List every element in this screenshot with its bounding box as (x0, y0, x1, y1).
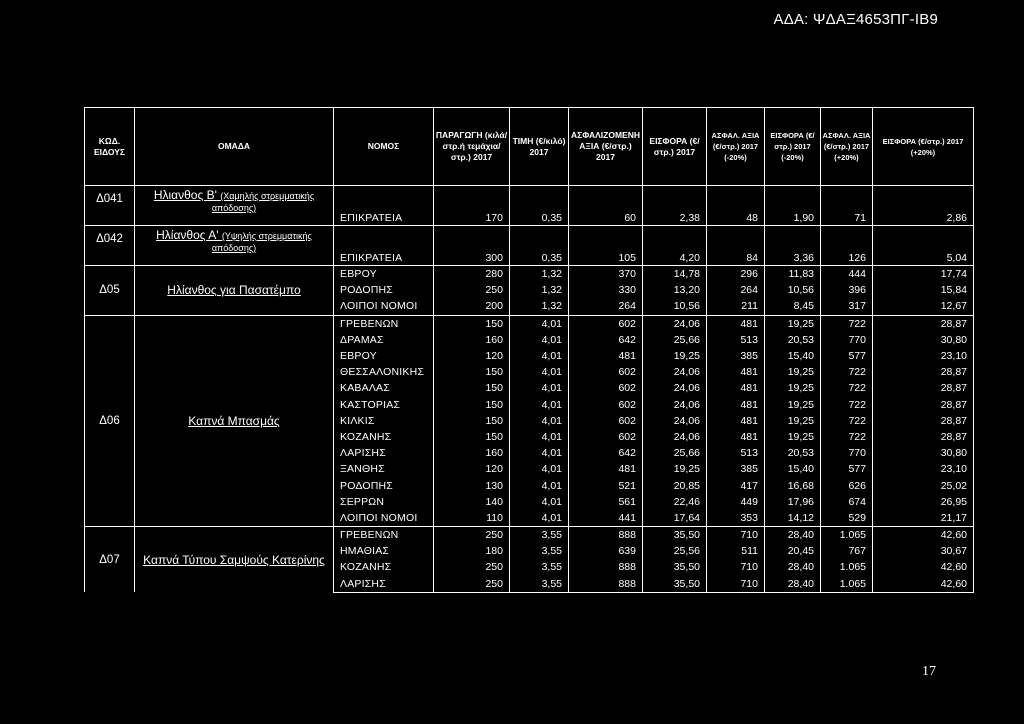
cell-production: 250 (434, 559, 510, 575)
cell-contribution: 25,66 (643, 332, 707, 348)
cell-insured-value-minus20: 264 (707, 282, 765, 298)
cell-contribution: 10,56 (643, 298, 707, 315)
cell-insured-value-plus20: 577 (821, 348, 873, 364)
cell-prefecture: ΕΒΡΟΥ (334, 266, 434, 283)
cell-production: 200 (434, 298, 510, 315)
cell-insured-value-minus20: 511 (707, 543, 765, 559)
cell-insured-value-minus20: 385 (707, 348, 765, 364)
cell-price: 4,01 (510, 397, 569, 413)
cell-price: 4,01 (510, 510, 569, 527)
cell-price: 4,01 (510, 364, 569, 380)
cell-contribution: 25,66 (643, 445, 707, 461)
cell-insured-value: 370 (569, 266, 643, 283)
cell-prefecture: ΓΡΕΒΕΝΩΝ (334, 315, 434, 332)
cell-production: 170 (434, 186, 510, 226)
cell-contribution: 24,06 (643, 380, 707, 396)
cell-price: 0,35 (510, 226, 569, 266)
cell-contribution-plus20: 5,04 (873, 226, 974, 266)
product-code: Δ06 (85, 315, 135, 526)
cell-insured-value: 602 (569, 364, 643, 380)
cell-insured-value-minus20: 481 (707, 364, 765, 380)
document-ada-code: ΑΔΑ: ΨΔΑΞ4653ΠΓ-ΙΒ9 (773, 11, 938, 28)
cell-production: 180 (434, 543, 510, 559)
cell-price: 3,55 (510, 527, 569, 544)
cell-contribution-minus20: 28,40 (765, 527, 821, 544)
col-header-insured-value-minus20: ΑΣΦΑΛ. ΑΞΙΑ (€/στρ.) 2017 (-20%) (707, 108, 765, 186)
cell-prefecture: ΕΒΡΟΥ (334, 348, 434, 364)
cell-contribution-minus20: 11,83 (765, 266, 821, 283)
product-group-subtitle: (Υψηλής στρεμματικής απόδοσης) (211, 231, 312, 253)
cell-prefecture: ΕΠΙΚΡΑΤΕΙΑ (334, 186, 434, 226)
cell-insured-value-plus20: 1.065 (821, 576, 873, 593)
cell-prefecture: ΚΟΖΑΝΗΣ (334, 429, 434, 445)
cell-production: 150 (434, 413, 510, 429)
cell-contribution-minus20: 19,25 (765, 364, 821, 380)
cell-contribution-minus20: 20,53 (765, 445, 821, 461)
cell-contribution-minus20: 8,45 (765, 298, 821, 315)
cell-contribution-plus20: 17,74 (873, 266, 974, 283)
cell-prefecture: ΛΑΡΙΣΗΣ (334, 445, 434, 461)
table-row (85, 315, 974, 332)
col-header-contribution-plus20: ΕΙΣΦΟΡΑ (€/στρ.) 2017 (+20%) (873, 108, 974, 186)
cell-contribution: 19,25 (643, 348, 707, 364)
cell-price: 4,01 (510, 445, 569, 461)
cell-insured-value: 60 (569, 186, 643, 226)
cell-prefecture: ΚΑΣΤΟΡΙΑΣ (334, 397, 434, 413)
cell-production: 250 (434, 282, 510, 298)
cell-production: 250 (434, 527, 510, 544)
cell-contribution-plus20: 21,17 (873, 510, 974, 527)
cell-contribution: 35,50 (643, 527, 707, 544)
cell-contribution: 35,50 (643, 559, 707, 575)
header-row (85, 108, 974, 186)
cell-insured-value: 330 (569, 282, 643, 298)
cell-contribution-minus20: 28,40 (765, 559, 821, 575)
cell-production: 150 (434, 380, 510, 396)
cell-contribution-minus20: 16,68 (765, 477, 821, 493)
cell-contribution-minus20: 28,40 (765, 576, 821, 593)
cell-insured-value-plus20: 396 (821, 282, 873, 298)
cell-prefecture: ΛΟΙΠΟΙ ΝΟΜΟΙ (334, 298, 434, 315)
cell-insured-value-plus20: 317 (821, 298, 873, 315)
product-code: Δ041 (85, 186, 135, 226)
product-code: Δ07 (85, 527, 135, 593)
cell-insured-value-minus20: 481 (707, 397, 765, 413)
cell-insured-value-minus20: 296 (707, 266, 765, 283)
cell-contribution-plus20: 25,02 (873, 477, 974, 493)
cell-contribution-plus20: 42,60 (873, 576, 974, 593)
cell-contribution-minus20: 19,25 (765, 380, 821, 396)
cell-contribution-minus20: 14,12 (765, 510, 821, 527)
cell-prefecture: ΛΟΙΠΟΙ ΝΟΜΟΙ (334, 510, 434, 527)
cell-insured-value: 642 (569, 332, 643, 348)
cell-insured-value: 521 (569, 477, 643, 493)
cell-contribution-plus20: 28,87 (873, 413, 974, 429)
table-row (85, 186, 974, 226)
cell-contribution-minus20: 20,45 (765, 543, 821, 559)
cell-insured-value: 481 (569, 348, 643, 364)
cell-prefecture: ΣΕΡΡΩΝ (334, 494, 434, 510)
cell-production: 150 (434, 315, 510, 332)
cell-contribution-plus20: 28,87 (873, 380, 974, 396)
cell-prefecture: ΡΟΔΟΠΗΣ (334, 282, 434, 298)
cell-insured-value-plus20: 1.065 (821, 527, 873, 544)
cell-insured-value-plus20: 529 (821, 510, 873, 527)
cell-contribution-plus20: 30,80 (873, 445, 974, 461)
cell-production: 250 (434, 576, 510, 593)
cell-contribution-plus20: 12,67 (873, 298, 974, 315)
product-group (135, 266, 334, 316)
cell-contribution: 17,64 (643, 510, 707, 527)
product-group (135, 527, 334, 593)
cell-contribution: 2,38 (643, 186, 707, 226)
col-header-price: ΤΙΜΗ (€/κιλό) 2017 (510, 108, 569, 186)
cell-contribution-plus20: 28,87 (873, 429, 974, 445)
insurance-value-table (84, 107, 974, 593)
cell-insured-value-plus20: 722 (821, 380, 873, 396)
cell-contribution: 24,06 (643, 364, 707, 380)
cell-price: 4,01 (510, 413, 569, 429)
cell-contribution-minus20: 20,53 (765, 332, 821, 348)
cell-prefecture: ΚΟΖΑΝΗΣ (334, 559, 434, 575)
cell-contribution: 35,50 (643, 576, 707, 593)
col-header-insured-value-plus20: ΑΣΦΑΛ. ΑΞΙΑ (€/στρ.) 2017 (+20%) (821, 108, 873, 186)
cell-insured-value-plus20: 770 (821, 332, 873, 348)
cell-insured-value-minus20: 513 (707, 332, 765, 348)
cell-insured-value-minus20: 513 (707, 445, 765, 461)
product-group (135, 226, 334, 266)
cell-price: 4,01 (510, 332, 569, 348)
cell-insured-value-plus20: 722 (821, 397, 873, 413)
cell-production: 120 (434, 348, 510, 364)
cell-insured-value-plus20: 767 (821, 543, 873, 559)
cell-insured-value-plus20: 71 (821, 186, 873, 226)
cell-contribution: 24,06 (643, 315, 707, 332)
cell-price: 3,55 (510, 576, 569, 593)
cell-price: 4,01 (510, 494, 569, 510)
cell-price: 1,32 (510, 282, 569, 298)
cell-contribution-plus20: 23,10 (873, 348, 974, 364)
product-code: Δ05 (85, 266, 135, 316)
product-group (135, 186, 334, 226)
product-group (135, 315, 334, 526)
cell-insured-value-minus20: 48 (707, 186, 765, 226)
cell-contribution: 4,20 (643, 226, 707, 266)
cell-contribution-minus20: 19,25 (765, 413, 821, 429)
cell-contribution-minus20: 3,36 (765, 226, 821, 266)
cell-price: 4,01 (510, 461, 569, 477)
col-header-code: ΚΩΔ. ΕΙΔΟΥΣ (85, 108, 135, 186)
cell-insured-value-plus20: 577 (821, 461, 873, 477)
col-header-production: ΠΑΡΑΓΩΓΗ (κιλά/στρ.ή τεμάχια/στρ.) 2017 (434, 108, 510, 186)
cell-prefecture: ΚΑΒΑΛΑΣ (334, 380, 434, 396)
cell-contribution-plus20: 23,10 (873, 461, 974, 477)
cell-price: 3,55 (510, 543, 569, 559)
cell-contribution-minus20: 10,56 (765, 282, 821, 298)
cell-price: 4,01 (510, 348, 569, 364)
cell-price: 3,55 (510, 559, 569, 575)
cell-contribution-minus20: 19,25 (765, 315, 821, 332)
cell-insured-value-minus20: 710 (707, 527, 765, 544)
product-group-name: Ηλιανθος Β' (153, 188, 217, 202)
product-group-name: Ηλίανθος για Πασατέμπο (167, 283, 301, 298)
cell-contribution-plus20: 42,60 (873, 559, 974, 575)
table-row (85, 226, 974, 266)
cell-production: 280 (434, 266, 510, 283)
cell-insured-value-plus20: 674 (821, 494, 873, 510)
cell-price: 4,01 (510, 380, 569, 396)
page-number: 17 (922, 664, 936, 679)
cell-insured-value-plus20: 626 (821, 477, 873, 493)
cell-price: 4,01 (510, 429, 569, 445)
cell-insured-value: 888 (569, 576, 643, 593)
col-header-group: ΟΜΑΔΑ (135, 108, 334, 186)
col-header-contribution-minus20: ΕΙΣΦΟΡΑ (€/στρ.) 2017 (-20%) (765, 108, 821, 186)
cell-price: 4,01 (510, 477, 569, 493)
cell-insured-value: 888 (569, 527, 643, 544)
cell-contribution: 25,56 (643, 543, 707, 559)
cell-insured-value-minus20: 481 (707, 413, 765, 429)
cell-insured-value-minus20: 481 (707, 315, 765, 332)
cell-insured-value-plus20: 126 (821, 226, 873, 266)
cell-contribution-plus20: 28,87 (873, 315, 974, 332)
cell-contribution-plus20: 2,86 (873, 186, 974, 226)
cell-insured-value: 602 (569, 429, 643, 445)
cell-insured-value: 264 (569, 298, 643, 315)
cell-prefecture: ΘΕΣΣΑΛΟΝΙΚΗΣ (334, 364, 434, 380)
cell-production: 150 (434, 364, 510, 380)
cell-contribution: 20,85 (643, 477, 707, 493)
cell-prefecture: ΡΟΔΟΠΗΣ (334, 477, 434, 493)
cell-contribution: 24,06 (643, 413, 707, 429)
cell-contribution: 24,06 (643, 397, 707, 413)
cell-contribution-minus20: 1,90 (765, 186, 821, 226)
cell-contribution: 19,25 (643, 461, 707, 477)
col-header-insured-value: ΑΣΦΑΛΙΖΟΜΕΝΗ ΑΞΙΑ (€/στρ.) 2017 (569, 108, 643, 186)
cell-insured-value-minus20: 211 (707, 298, 765, 315)
cell-insured-value-minus20: 385 (707, 461, 765, 477)
cell-contribution-minus20: 15,40 (765, 348, 821, 364)
cell-prefecture: ΛΑΡΙΣΗΣ (334, 576, 434, 593)
col-header-prefecture: ΝΟΜΟΣ (334, 108, 434, 186)
cell-insured-value: 561 (569, 494, 643, 510)
cell-insured-value-plus20: 770 (821, 445, 873, 461)
cell-production: 130 (434, 477, 510, 493)
cell-production: 150 (434, 397, 510, 413)
cell-contribution-plus20: 28,87 (873, 397, 974, 413)
cell-production: 300 (434, 226, 510, 266)
cell-price: 0,35 (510, 186, 569, 226)
cell-insured-value-minus20: 449 (707, 494, 765, 510)
cell-insured-value: 602 (569, 397, 643, 413)
product-group-name: Καπνά Τύπου Σαμψούς Κατερίνης (143, 552, 325, 567)
cell-production: 110 (434, 510, 510, 527)
cell-insured-value-plus20: 722 (821, 429, 873, 445)
cell-contribution-plus20: 42,60 (873, 527, 974, 544)
cell-production: 120 (434, 461, 510, 477)
cell-contribution-minus20: 17,96 (765, 494, 821, 510)
product-group-name: Καπνά Μπασμάς (188, 413, 280, 428)
table-body (85, 186, 974, 593)
cell-insured-value: 888 (569, 559, 643, 575)
table-row (85, 527, 974, 544)
cell-insured-value: 105 (569, 226, 643, 266)
cell-contribution-plus20: 26,95 (873, 494, 974, 510)
col-header-contribution: ΕΙΣΦΟΡΑ (€/στρ.) 2017 (643, 108, 707, 186)
cell-contribution-plus20: 15,84 (873, 282, 974, 298)
cell-insured-value-plus20: 722 (821, 413, 873, 429)
cell-prefecture: ΓΡΕΒΕΝΩΝ (334, 527, 434, 544)
cell-insured-value: 642 (569, 445, 643, 461)
cell-insured-value-plus20: 1.065 (821, 559, 873, 575)
product-group-name: Ηλίανθος Α' (156, 228, 219, 242)
cell-insured-value-minus20: 417 (707, 477, 765, 493)
cell-prefecture: ΗΜΑΘΙΑΣ (334, 543, 434, 559)
cell-insured-value-minus20: 481 (707, 429, 765, 445)
cell-insured-value: 602 (569, 315, 643, 332)
cell-price: 1,32 (510, 298, 569, 315)
cell-production: 140 (434, 494, 510, 510)
cell-contribution-minus20: 19,25 (765, 397, 821, 413)
cell-insured-value-minus20: 84 (707, 226, 765, 266)
cell-prefecture: ΕΠΙΚΡΑΤΕΙΑ (334, 226, 434, 266)
product-group-subtitle: (Χαμηλής στρεμματικής απόδοσης) (211, 191, 315, 213)
cell-contribution-minus20: 19,25 (765, 429, 821, 445)
cell-production: 160 (434, 445, 510, 461)
cell-insured-value-plus20: 444 (821, 266, 873, 283)
cell-contribution-plus20: 28,87 (873, 364, 974, 380)
cell-insured-value: 602 (569, 380, 643, 396)
cell-contribution: 14,78 (643, 266, 707, 283)
cell-insured-value-plus20: 722 (821, 364, 873, 380)
cell-price: 1,32 (510, 266, 569, 283)
cell-price: 4,01 (510, 315, 569, 332)
cell-prefecture: ΞΑΝΘΗΣ (334, 461, 434, 477)
cell-contribution: 13,20 (643, 282, 707, 298)
cell-contribution-minus20: 15,40 (765, 461, 821, 477)
cell-contribution-plus20: 30,67 (873, 543, 974, 559)
cell-insured-value: 602 (569, 413, 643, 429)
cell-insured-value: 481 (569, 461, 643, 477)
cell-insured-value-minus20: 481 (707, 380, 765, 396)
cell-insured-value: 441 (569, 510, 643, 527)
cell-contribution: 24,06 (643, 429, 707, 445)
cell-insured-value: 639 (569, 543, 643, 559)
product-code: Δ042 (85, 226, 135, 266)
cell-contribution-plus20: 30,80 (873, 332, 974, 348)
cell-contribution: 22,46 (643, 494, 707, 510)
table-row (85, 266, 974, 283)
cell-insured-value-minus20: 353 (707, 510, 765, 527)
cell-prefecture: ΚΙΛΚΙΣ (334, 413, 434, 429)
cell-insured-value-plus20: 722 (821, 315, 873, 332)
cell-production: 150 (434, 429, 510, 445)
cell-prefecture: ΔΡΑΜΑΣ (334, 332, 434, 348)
cell-insured-value-minus20: 710 (707, 559, 765, 575)
cell-insured-value-minus20: 710 (707, 576, 765, 593)
cell-production: 160 (434, 332, 510, 348)
